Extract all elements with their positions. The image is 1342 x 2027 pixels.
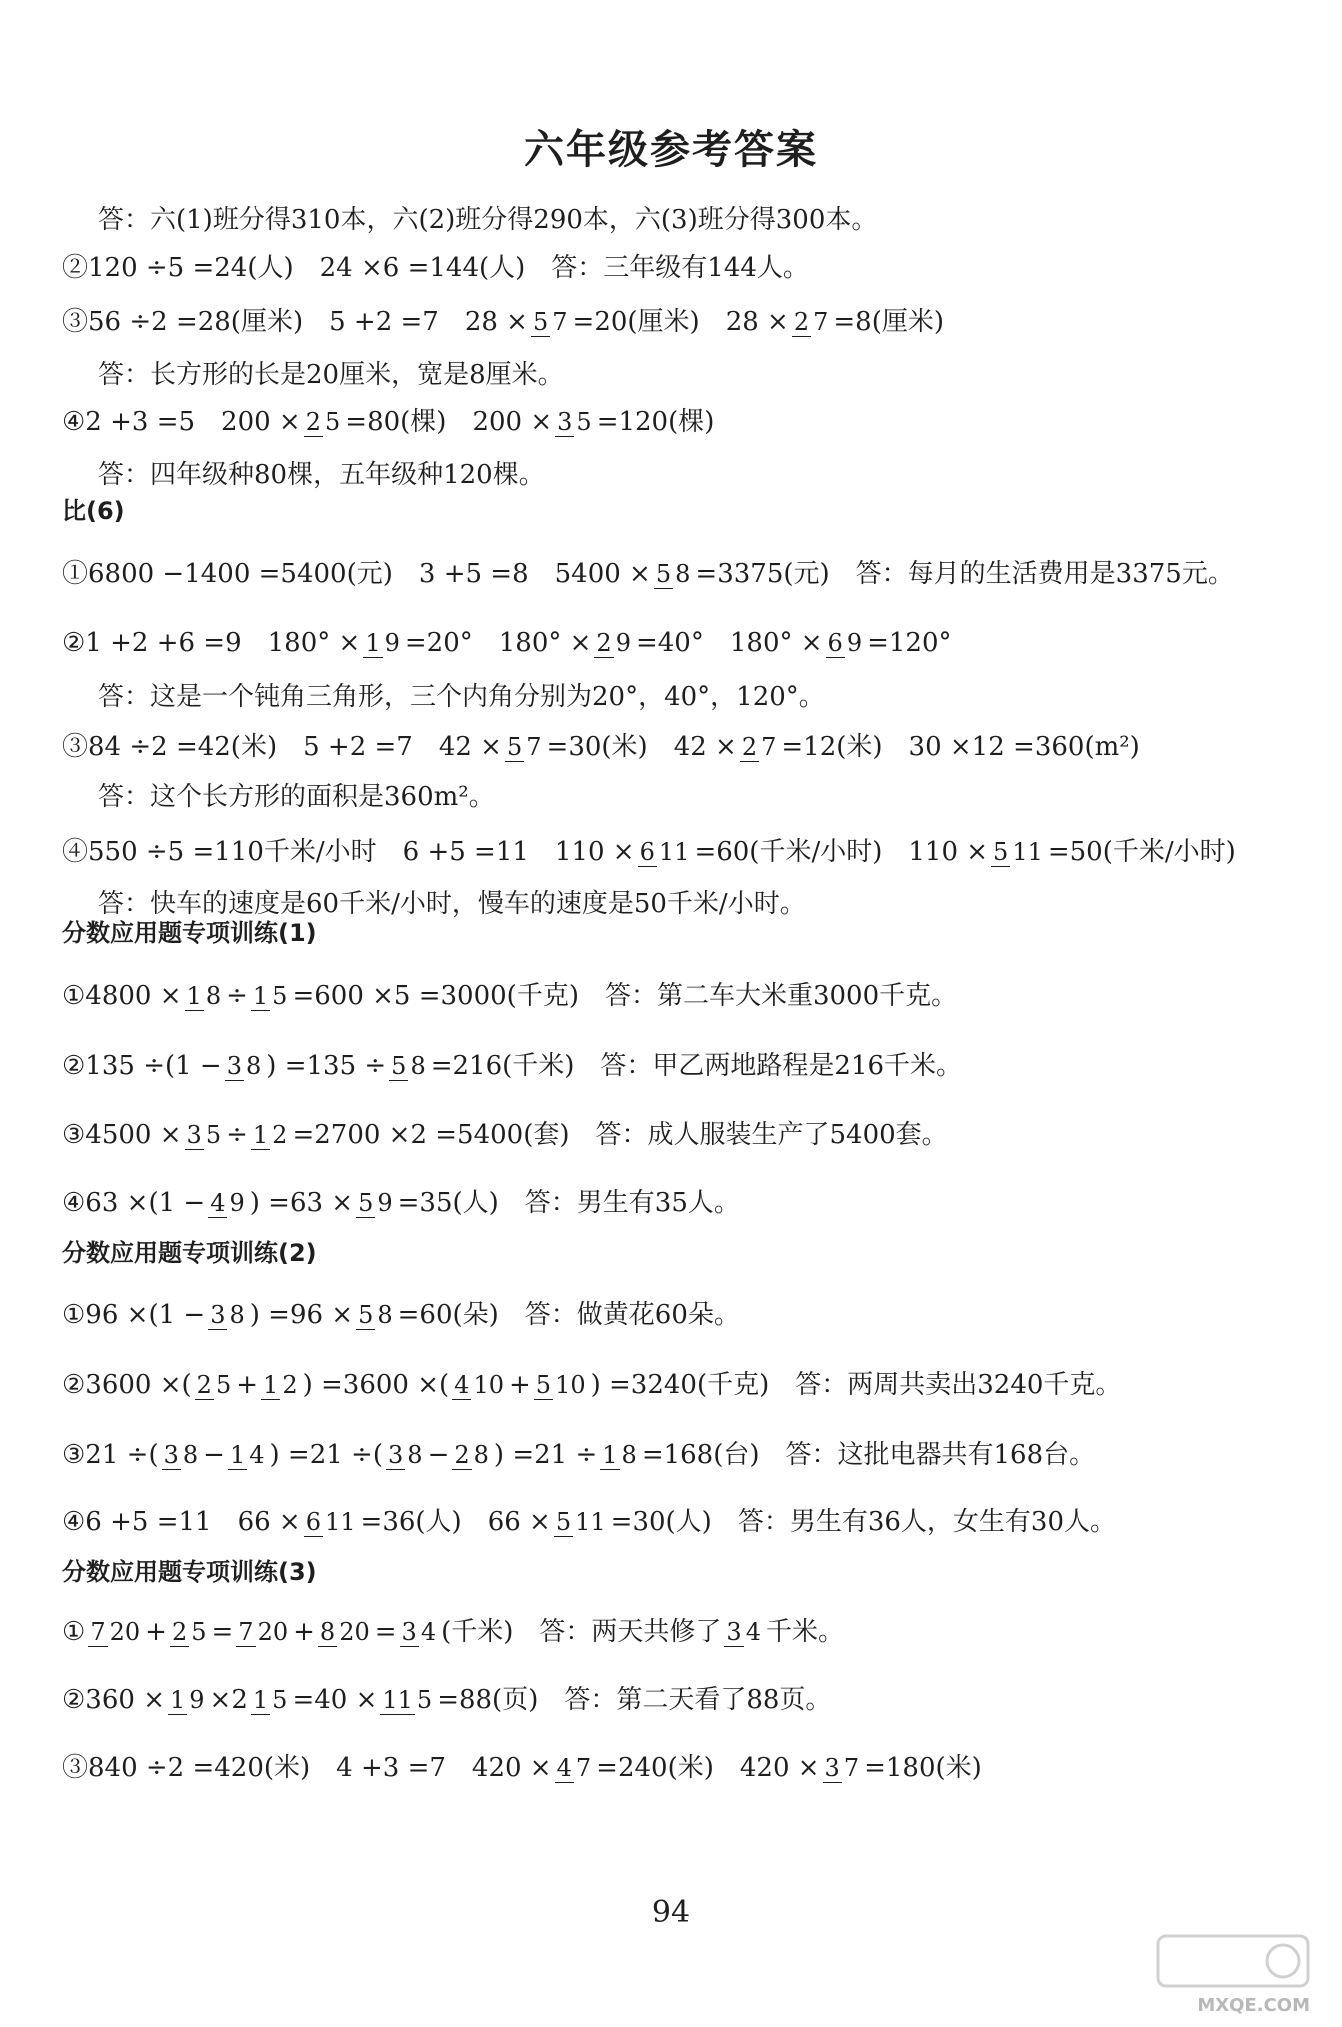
text-segment: − [203,1440,225,1470]
numerator: 2 [454,1441,470,1469]
denominator: 4 [249,1441,265,1469]
calculation-line [62,981,957,1011]
fraction [400,1619,439,1645]
text-segment: =120° [867,628,952,658]
numerator: 5 [532,308,549,336]
text-segment: =30(人) 答：男生有36人，女生有30人。 [610,1507,1116,1537]
text-segment: =8(厘米) [833,307,945,337]
fraction [654,561,693,587]
fraction [251,983,290,1009]
numerator: 5 [555,1508,572,1536]
denominator: 11 [1012,838,1043,866]
section-heading: 分数应用题专项训练(1) [62,919,317,947]
text-segment: ÷ [226,1120,248,1150]
denominator: 11 [658,838,690,866]
text-segment: ③21 ÷( [62,1440,159,1470]
text-segment: 答：四年级种80棵，五年级种120棵。 [98,460,545,490]
numerator: 6 [305,1508,321,1536]
text-segment: ②135 ÷(1 − [62,1051,222,1081]
denominator: 5 [325,408,341,436]
numerator: 1 [169,1686,186,1714]
fraction [638,839,692,865]
text-segment: 答：六(1)班分得310本，六(2)班分得290本，六(3)班分得300本。 [98,205,878,235]
numerator: 1 [365,629,381,657]
numerator: 3 [401,1618,417,1646]
denominator: 8 [246,1052,262,1080]
fraction [534,1372,588,1398]
text-segment: (千米) 答：两天共修了 [441,1617,722,1647]
watermark-text: MXQE.COM [1197,1995,1310,2016]
numerator: 5 [358,1189,374,1217]
text-segment: + [508,1370,531,1400]
denominator: 8 [229,1301,245,1329]
numerator: 5 [358,1301,374,1329]
numerator: 4 [454,1371,470,1399]
fraction [170,1619,209,1645]
calculation-line [62,837,1236,867]
fraction [380,1687,434,1713]
denominator: 5 [576,408,592,436]
fraction [594,630,633,656]
text-segment: ①6800 −1400 =5400(元) 3 +5 =8 5400 × [62,559,651,589]
section-heading: 分数应用题专项训练(2) [62,1239,317,1267]
text-segment: ÷ [226,981,248,1011]
calculation-line [62,1051,962,1081]
numerator: 1 [602,1441,618,1469]
text-segment: =12(米) 30 ×12 =360(m²) [781,732,1140,762]
fraction [318,1619,372,1645]
text-segment: ) =135 ÷ [266,1051,387,1081]
fraction [185,1122,224,1148]
denominator: 5 [205,1121,222,1149]
numerator: 5 [655,560,672,588]
calculation-line [62,732,1140,762]
text-segment: = [211,1617,234,1647]
text-segment: ④2 +3 =5 200 × [62,407,301,437]
fraction [185,983,224,1009]
numerator: 5 [391,1052,407,1080]
fraction [251,1687,290,1713]
text-segment: =60(千米/小时) 110 × [694,837,989,867]
fraction [554,1509,608,1535]
numerator: 5 [535,1371,552,1399]
fraction [228,1442,267,1468]
text-segment: ×2 [209,1685,248,1715]
fraction [991,839,1045,865]
answer-sentence [98,360,564,390]
numerator: 2 [171,1618,188,1646]
fraction [236,1619,290,1645]
text-segment: 千米。 [765,1617,844,1647]
numerator: 2 [305,408,321,436]
numerator: 4 [210,1189,226,1217]
text-segment: + [145,1617,167,1647]
text-segment: ④550 ÷5 =110千米/小时 6 +5 =11 110 × [62,837,635,867]
fraction [555,409,594,435]
calculation-line [62,307,944,337]
denominator: 5 [416,1686,433,1714]
text-segment: ) =96 × [249,1300,354,1330]
denominator: 5 [191,1618,207,1646]
answer-sentence [98,682,825,712]
text-segment: ③840 ÷2 =420(米) 4 +3 =7 420 × [62,1753,552,1783]
numerator: 5 [506,733,523,761]
calculation-line [62,1617,844,1647]
calculation-line [62,253,809,283]
fraction [555,1755,594,1781]
text-segment: =36(人) 66 × [360,1507,551,1537]
text-segment: =216(千米) 答：甲乙两地路程是216千米。 [430,1051,963,1081]
fraction [823,1755,862,1781]
text-segment: =50(千米/小时) [1047,837,1236,867]
denominator: 7 [552,308,568,336]
text-segment: ②3600 ×( [62,1370,192,1400]
text-segment: =20(厘米) 28 × [572,307,789,337]
denominator: 9 [377,1189,393,1217]
numerator: 2 [793,308,810,336]
denominator: 20 [109,1618,141,1646]
denominator: 8 [377,1301,393,1329]
numerator: 8 [319,1618,336,1646]
section-heading: 比(6) [62,497,125,525]
numerator: 1 [252,982,269,1010]
denominator: 9 [229,1189,245,1217]
denominator: 9 [846,629,863,657]
denominator: 8 [675,560,691,588]
fraction [195,1372,234,1398]
text-segment: ① [62,1617,86,1647]
denominator: 7 [813,308,829,336]
calculation-line [62,1507,1116,1537]
text-segment: =40° 180° × [635,628,823,658]
fraction [531,309,570,335]
fraction [363,630,402,656]
numerator: 3 [726,1618,742,1646]
fraction [505,734,544,760]
text-segment: =20° 180° × [404,628,592,658]
text-segment: 答：快车的速度是60千米/小时，慢车的速度是50千米/小时。 [98,889,806,919]
calculation-line [62,1188,740,1218]
numerator: 6 [827,629,843,657]
text-segment: ④63 ×(1 − [62,1188,206,1218]
calculation-line [62,628,952,658]
numerator: 3 [210,1301,226,1329]
watermark [1118,1930,1318,2020]
text-segment: = [374,1617,397,1647]
fraction [452,1442,491,1468]
text-segment: ) =63 × [249,1188,354,1218]
text-segment: =180(米) [864,1753,982,1783]
denominator: 4 [745,1618,761,1646]
numerator: 1 [252,1686,269,1714]
denominator: 8 [182,1441,199,1469]
denominator: 9 [615,629,631,657]
fraction [162,1442,201,1468]
numerator: 11 [382,1686,413,1714]
text-segment: ②120 ÷5 =24(人) 24 ×6 =144(人) 答：三年级有144人。 [62,253,809,283]
calculation-line [62,407,714,437]
text-segment: =3375(元) 答：每月的生活费用是3375元。 [695,559,1234,589]
section-heading: 分数应用题专项训练(3) [62,1558,317,1586]
numerator: 3 [388,1441,404,1469]
numerator: 2 [596,629,612,657]
numerator: 1 [252,1121,269,1149]
text-segment: 答：长方形的长是20厘米，宽是8厘米。 [98,360,564,390]
denominator: 7 [575,1754,592,1782]
denominator: 10 [473,1371,504,1399]
text-segment: ) =21 ÷ [493,1440,598,1470]
text-segment: + [293,1617,315,1647]
denominator: 20 [257,1618,289,1646]
numerator: 7 [90,1618,106,1646]
denominator: 8 [205,982,222,1010]
fraction [792,309,831,335]
calculation-line [62,1300,740,1330]
denominator: 2 [282,1371,298,1399]
denominator: 8 [410,1052,426,1080]
page-number: 94 [651,1895,691,1930]
text-segment: =88(页) 答：第二天看了88页。 [437,1685,832,1715]
text-segment: ④6 +5 =11 66 × [62,1507,301,1537]
denominator: 8 [473,1441,489,1469]
text-segment: ①96 ×(1 − [62,1300,206,1330]
denominator: 7 [526,733,542,761]
fraction [304,1509,358,1535]
text-segment: + [236,1370,259,1400]
text-segment: ) =21 ÷( [269,1440,383,1470]
text-segment: =2700 ×2 =5400(套) 答：成人服装生产了5400套。 [292,1120,948,1150]
text-segment: ③4500 × [62,1120,182,1150]
fraction [356,1302,395,1328]
text-segment: =600 ×5 =3000(千克) 答：第二车大米重3000千克。 [292,981,958,1011]
calculation-line [62,1370,1121,1400]
text-segment: ③56 ÷2 =28(厘米) 5 +2 =7 28 × [62,307,528,337]
numerator: 3 [163,1441,179,1469]
denominator: 8 [621,1441,637,1469]
page-title: 六年级参考答案 [524,127,818,173]
numerator: 1 [229,1441,246,1469]
text-segment: ) =3600 ×( [302,1370,450,1400]
fraction [225,1053,264,1079]
numerator: 3 [186,1121,202,1149]
numerator: 2 [196,1371,212,1399]
text-segment: ②1 +2 +6 =9 180° × [62,628,361,658]
calculation-line [62,1440,1095,1470]
text-segment: =120(棵) [596,407,715,437]
fraction [356,1190,395,1216]
text-segment: =30(米) 42 × [546,732,737,762]
fraction [208,1190,247,1216]
denominator: 20 [339,1618,370,1646]
numerator: 1 [186,982,202,1010]
fraction [452,1372,506,1398]
calculation-line [62,559,1234,589]
fraction [168,1687,207,1713]
answer-sentence [98,205,877,235]
text-segment: =168(台) 答：这批电器共有168台。 [641,1440,1096,1470]
answer-sentence [98,782,495,812]
denominator: 7 [761,733,777,761]
fraction [724,1619,763,1645]
fraction [251,1122,290,1148]
numerator: 3 [824,1754,840,1782]
text-segment: ②360 × [62,1685,165,1715]
numerator: 5 [993,838,1009,866]
fraction [386,1442,425,1468]
text-segment: − [427,1440,450,1470]
text-segment: ①4800 × [62,981,182,1011]
answer-sentence [98,460,545,490]
answer-sentence [98,889,806,919]
text-segment: =80(棵) 200 × [345,407,553,437]
denominator: 4 [420,1618,437,1646]
fraction [88,1619,142,1645]
denominator: 9 [189,1686,205,1714]
numerator: 3 [557,408,573,436]
text-segment: =35(人) 答：男生有35人。 [397,1188,740,1218]
numerator: 1 [263,1371,279,1399]
denominator: 11 [325,1508,356,1536]
numerator: 6 [639,838,655,866]
text-segment: =40 × [292,1685,378,1715]
denominator: 11 [575,1508,606,1536]
numerator: 7 [238,1618,254,1646]
fraction [600,1442,639,1468]
calculation-line [62,1753,982,1783]
calculation-line [62,1120,948,1150]
denominator: 5 [272,982,288,1010]
text-segment: ③84 ÷2 =42(米) 5 +2 =7 42 × [62,732,502,762]
text-segment: =60(朵) 答：做黄花60朵。 [397,1300,740,1330]
denominator: 9 [384,629,400,657]
text-segment: ) =3240(千克) 答：两周共卖出3240千克。 [590,1370,1122,1400]
text-segment: 答：这是一个钝角三角形，三个内角分别为20°，40°，120°。 [98,682,825,712]
fraction [826,630,865,656]
calculation-line [62,1685,831,1715]
fraction [389,1053,428,1079]
numerator: 4 [556,1754,572,1782]
denominator: 7 [843,1754,860,1782]
text-segment: 答：这个长方形的面积是360m²。 [98,782,495,812]
fraction [261,1372,300,1398]
text-segment: =240(米) 420 × [596,1753,820,1783]
numerator: 3 [226,1052,243,1080]
denominator: 5 [215,1371,232,1399]
denominator: 2 [272,1121,288,1149]
fraction [208,1302,247,1328]
denominator: 5 [272,1686,288,1714]
fraction [740,734,779,760]
numerator: 2 [741,733,758,761]
denominator: 8 [407,1441,423,1469]
fraction [304,409,343,435]
denominator: 10 [555,1371,586,1399]
